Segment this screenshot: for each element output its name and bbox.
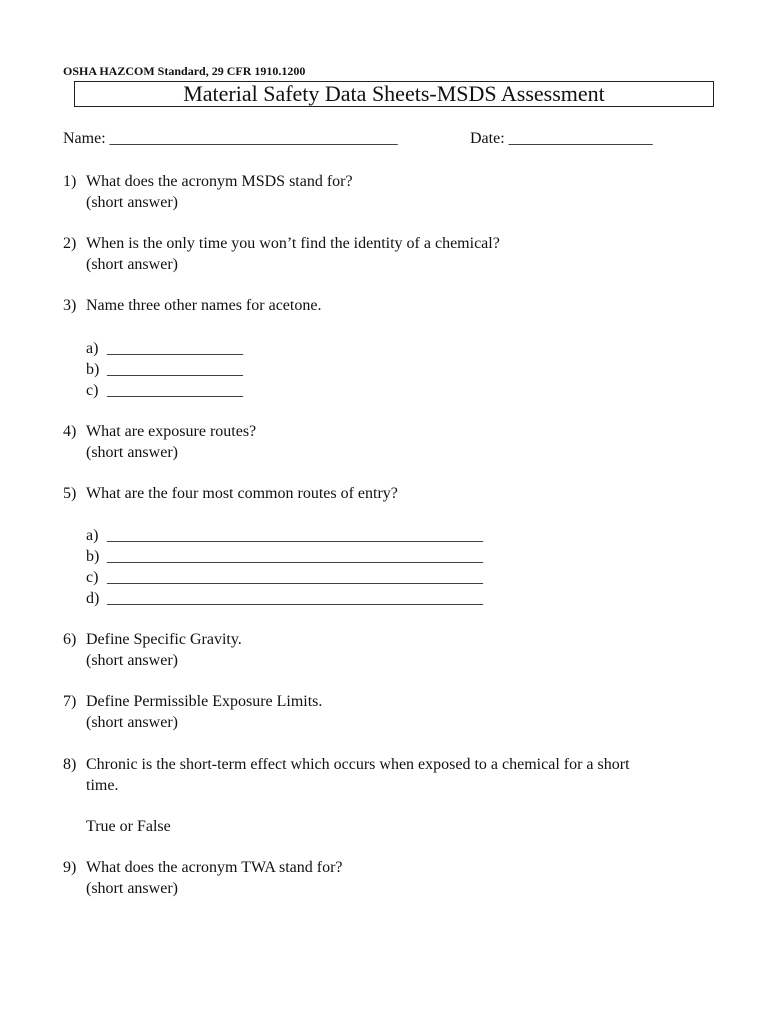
question-number: 3): [63, 297, 77, 314]
question-text: When is the only time you won’t find the identity of a chemical?: [86, 235, 500, 252]
question-9-hint: (short answer): [86, 880, 178, 897]
name-field[interactable]: Name: ____________________________________: [63, 130, 398, 147]
question-text: What does the acronym TWA stand for?: [86, 859, 343, 876]
option-label: c): [86, 569, 99, 586]
question-2: [63, 234, 500, 254]
question-number: 6): [63, 631, 77, 648]
q5-option-c[interactable]: [86, 568, 483, 588]
name-date-row: [63, 130, 703, 148]
question-1-hint: (short answer): [86, 194, 178, 211]
question-text: Define Specific Gravity.: [86, 631, 242, 648]
answer-blank[interactable]: _________________: [107, 340, 243, 357]
q3-option-b[interactable]: [86, 360, 243, 380]
date-field[interactable]: Date: __________________: [470, 130, 653, 147]
question-text: Name three other names for acetone.: [86, 297, 322, 314]
question-4: [63, 422, 256, 442]
question-number: 8): [63, 756, 77, 773]
answer-blank[interactable]: _______________________________________________: [107, 569, 483, 586]
answer-blank[interactable]: _______________________________________________: [107, 527, 483, 544]
answer-blank[interactable]: _______________________________________________: [107, 548, 483, 565]
option-label: b): [86, 361, 100, 378]
option-label: a): [86, 340, 99, 357]
q5-option-d[interactable]: [86, 589, 483, 609]
question-3: [63, 296, 321, 316]
question-text: Chronic is the short-term effect which occurs when exposed to a chemical for a short: [86, 756, 630, 773]
q3-option-c[interactable]: [86, 381, 243, 401]
option-label: d): [86, 590, 100, 607]
question-8: [63, 755, 630, 775]
question-1: [63, 172, 353, 192]
question-2-hint: (short answer): [86, 256, 178, 273]
question-7: [63, 692, 322, 712]
question-6-hint: (short answer): [86, 652, 178, 669]
question-4-hint: (short answer): [86, 444, 178, 461]
question-text: What are exposure routes?: [86, 423, 257, 440]
q3-option-a[interactable]: [86, 339, 243, 359]
question-text: Define Permissible Exposure Limits.: [86, 693, 323, 710]
question-text: What are the four most common routes of entry?: [86, 485, 398, 502]
question-5: [63, 484, 398, 504]
q5-option-a[interactable]: [86, 526, 483, 546]
answer-blank[interactable]: _________________: [107, 382, 243, 399]
option-label: b): [86, 548, 100, 565]
question-text: What does the acronym MSDS stand for?: [86, 173, 353, 190]
option-label: c): [86, 382, 99, 399]
question-9: [63, 858, 343, 878]
standard-reference: OSHA HAZCOM Standard, 29 CFR 1910.1200: [63, 64, 306, 78]
option-label: a): [86, 527, 99, 544]
question-number: 5): [63, 485, 77, 502]
question-number: 9): [63, 859, 77, 876]
question-8-true-false[interactable]: True or False: [86, 818, 171, 835]
title-box: [74, 81, 714, 107]
question-number: 4): [63, 423, 77, 440]
question-8-continuation: time.: [86, 777, 119, 794]
answer-blank[interactable]: _______________________________________________: [107, 590, 483, 607]
question-number: 7): [63, 693, 77, 710]
answer-blank[interactable]: _________________: [107, 361, 243, 378]
question-number: 1): [63, 173, 77, 190]
question-number: 2): [63, 235, 77, 252]
page-title: Material Safety Data Sheets-MSDS Assessment: [183, 81, 605, 106]
q5-option-b[interactable]: [86, 547, 483, 567]
question-6: [63, 630, 242, 650]
question-7-hint: (short answer): [86, 714, 178, 731]
